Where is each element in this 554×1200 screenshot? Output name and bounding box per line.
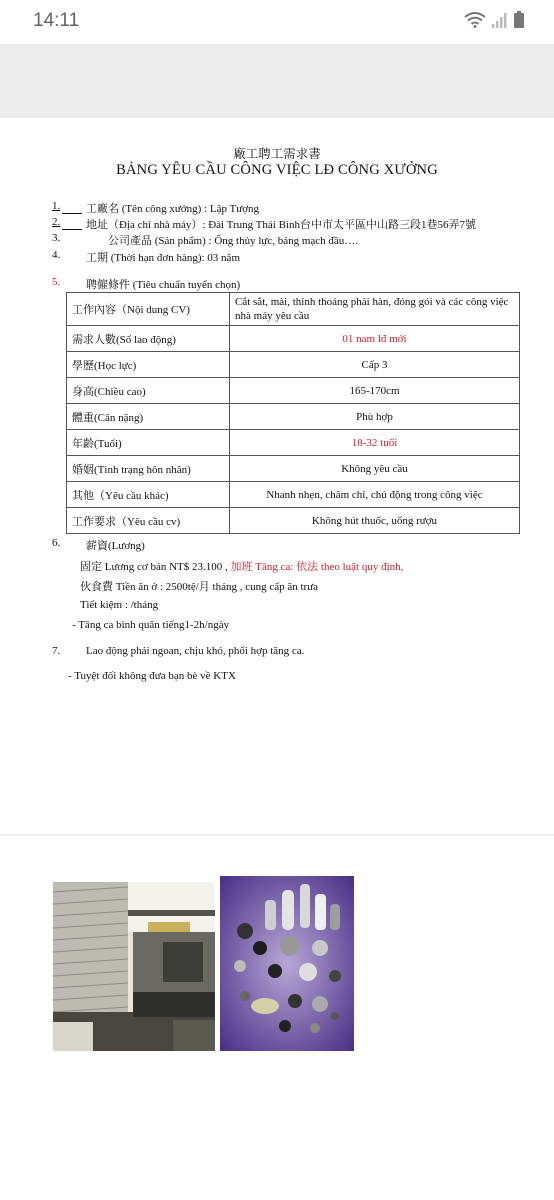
item-number: 3. xyxy=(52,232,61,244)
item-address: 地址（Địa chỉ nhà máy）: Đài Trung Thái Bình台中市太平區中山路三段1巷56弄7號 xyxy=(86,219,476,231)
table-row xyxy=(67,352,520,378)
title-vietnamese: BẢNG YÊU CẦU CÔNG VIỆC LĐ CÔNG XƯỞNG xyxy=(116,162,438,178)
salary-overtime: 加班 Tăng ca: 依法 theo luật quy định, xyxy=(227,561,404,573)
table-row xyxy=(67,378,520,404)
salary-base-line xyxy=(80,558,403,574)
note-dormitory: - Tuyệt đối không đưa bạn bè về KTX xyxy=(68,670,236,682)
table-key: 年齡(Tuổi) xyxy=(67,430,230,456)
table-key: 體重(Cân nặng) xyxy=(67,404,230,430)
underline xyxy=(62,213,82,214)
table-value: Không yêu cầu xyxy=(230,456,520,482)
table-row xyxy=(67,326,520,352)
signal-icon xyxy=(492,13,508,28)
products-photo xyxy=(220,876,354,1051)
item-products: 公司產品 (Sản phẩm) : Ống thủy lực, bảng mạch đầu…. xyxy=(108,235,359,247)
table-row xyxy=(67,482,520,508)
table-key: 婚姻(Tình trạng hôn nhân) xyxy=(67,456,230,482)
item-number: 6. xyxy=(52,537,61,549)
table-key: 學歷(Học lực) xyxy=(67,352,230,378)
table-value: Cắt sắt, mài, thỉnh thoảng phải hàn, đóng gói và các công việc nhà máy yêu cầu xyxy=(230,293,520,326)
table-value: 165-170cm xyxy=(230,378,520,404)
table-key: 其他（Yêu cầu khác) xyxy=(67,482,230,508)
header-band xyxy=(0,44,554,118)
battery-icon xyxy=(514,11,524,28)
salary-savings: Tiết kiệm : /tháng xyxy=(80,599,159,611)
salary-heading: 薪資(Lương) xyxy=(86,540,145,552)
table-value: Không hút thuốc, uống rượu xyxy=(230,508,520,534)
table-value: 18-32 tuổi xyxy=(230,430,520,456)
requirements-table xyxy=(66,292,520,534)
table-row xyxy=(67,430,520,456)
item-number: 1. xyxy=(52,200,61,212)
table-value: Phù hợp xyxy=(230,404,520,430)
item-contract-term: 工期 (Thời hạn đơn hàng): 03 năm xyxy=(86,252,240,264)
table-key: 工作要求（Yêu cầu cv) xyxy=(67,508,230,534)
table-value: Nhanh nhẹn, chăm chỉ, chủ động trong công việc xyxy=(230,482,520,508)
salary-base-prefix: 固定 xyxy=(80,561,105,573)
item-number: 7. xyxy=(52,645,61,657)
document-page xyxy=(0,118,554,834)
divider xyxy=(0,834,554,836)
title-chinese: 廠工聘工需求書 xyxy=(233,147,321,161)
item-criteria-heading: 聘僱條件 (Tiêu chuẩn tuyển chọn) xyxy=(86,279,241,291)
table-key: 工作內容（Nội dung CV) xyxy=(67,293,230,326)
table-row xyxy=(67,508,520,534)
status-time: 14:11 xyxy=(33,10,80,31)
salary-overtime-average: - Tăng ca bình quân tiếng1-2h/ngày xyxy=(72,619,230,631)
table-value: 01 nam lđ mới xyxy=(230,326,520,352)
underline xyxy=(62,229,82,230)
status-bar xyxy=(0,0,554,44)
table-row xyxy=(67,404,520,430)
status-icons xyxy=(464,11,524,28)
item-number: 5. xyxy=(52,276,61,288)
salary-food: 伙食費 Tiền ăn ở : 2500tệ/月 tháng , cung cấp ăn trưa xyxy=(80,581,319,593)
table-key: 需求人數(Số lao động) xyxy=(67,326,230,352)
item-factory-name: 工廠名 (Tên công xưởng) : Lập Tượng xyxy=(86,203,260,215)
table-value: Cấp 3 xyxy=(230,352,520,378)
item-number: 4. xyxy=(52,249,61,261)
wifi-icon xyxy=(464,12,486,28)
salary-base: Lương cơ bản NT$ 23.100 , xyxy=(104,561,228,573)
item-number: 2. xyxy=(52,216,61,228)
table-row xyxy=(67,456,520,482)
item-attitude: Lao động phải ngoan, chịu khó, phối hợp tăng ca. xyxy=(86,645,305,657)
table-key: 身高(Chiều cao) xyxy=(67,378,230,404)
table-row xyxy=(67,293,520,326)
factory-building-photo xyxy=(53,882,215,1051)
